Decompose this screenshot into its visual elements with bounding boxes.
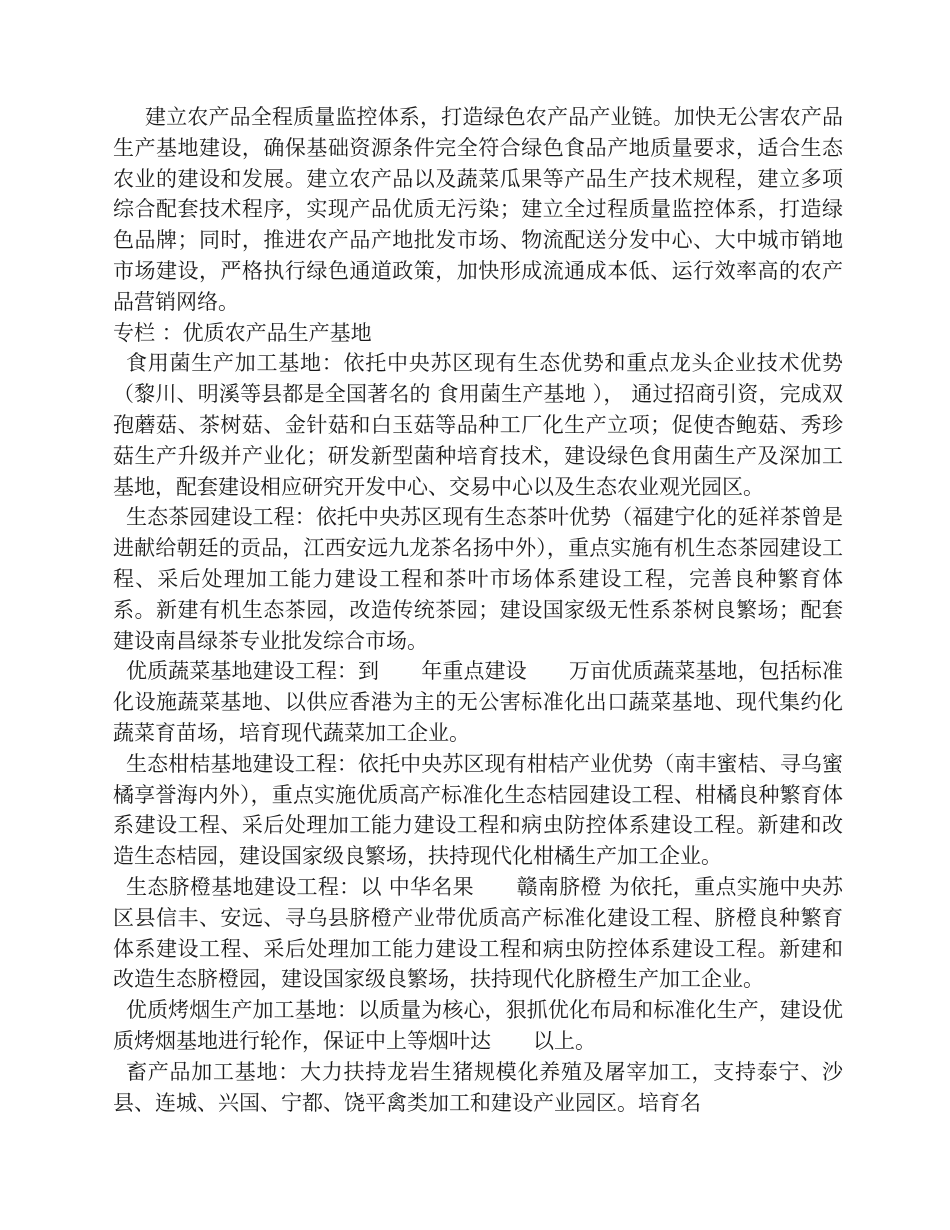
item-vegetable-base: 优质蔬菜基地建设工程：到 年重点建设 万亩优质蔬菜基地，包括标准化设施蔬菜基地、以供应香港为主的无公害标准化出口蔬菜基地、现代集约化蔬菜育苗场，培育现代蔬菜加工企业。 — [113, 659, 843, 745]
item-tea-garden: 生态茶园建设工程：依托中央苏区现有生态茶叶优势（福建宁化的延祥茶曾是进献给朝廷的贡品，江西安远九龙茶名扬中外），重点实施有机生态茶园建设工程、采后处理加工能力建设工程和茶叶市场体系建设工程，完善良种繁育体系。新建有机生态茶园，改造传统茶园；建设国家级无性系茶树良繁场；配套建设南昌绿茶专业批发综合市场。 — [113, 505, 843, 653]
item-tobacco-base: 优质烤烟生产加工基地：以质量为核心，狠抓优化布局和标准化生产，建设优质烤烟基地进行轮作，保证中上等烟叶达 以上。 — [113, 998, 843, 1053]
document-body — [113, 102, 843, 1118]
item-livestock-base: 畜产品加工基地：大力扶持龙岩生猪规模化养殖及屠宰加工，支持泰宁、沙县、连城、兴国、宁都、饶平禽类加工和建设产业园区。培育名 — [113, 1059, 843, 1115]
item-navel-orange-base: 生态脐橙基地建设工程：以 中华名果 赣南脐橙 为依托，重点实施中央苏区县信丰、安远、寻乌县脐橙产业带优质高产标准化建设工程、脐橙良种繁育体系建设工程、采后处理加工能力建设工程和病虫防控体系建设工程。新建和改造生态脐橙园，建设国家级良繁场，扶持现代化脐橙生产加工企业。 — [113, 874, 843, 992]
item-citrus-base: 生态柑桔基地建设工程：依托中央苏区现有柑桔产业优势（南丰蜜桔、寻乌蜜橘享誉海内外），重点实施优质高产标准化生态桔园建设工程、柑橘良种繁育体系建设工程、采后处理加工能力建设工程和病虫防控体系建设工程。新建和改造生态桔园，建设国家级良繁场，扶持现代化柑橘生产加工企业。 — [113, 751, 843, 869]
intro-paragraph: 建立农产品全程质量监控体系，打造绿色农产品产业链。加快无公害农产品生产基地建设，确保基础资源条件完全符合绿色食品产地质量要求，适合生态农业的建设和发展。建立农产品以及蔬菜瓜果等产品生产技术规程，建立多项综合配套技术程序，实现产品优质无污染；建立全过程质量监控体系，打造绿色品牌；同时，推进农产品产地批发市场、物流配送分发中心、大中城市销地市场建设，严格执行绿色通道政策，加快形成流通成本低、运行效率高的农产品营销网络。 — [113, 105, 843, 314]
item-edible-fungi: 食用菌生产加工基地：依托中央苏区现有生态优势和重点龙头企业技术优势（黎川、明溪等县都是全国著名的 食用菌生产基地 ）， 通过招商引资，完成双孢蘑菇、茶树菇、金针菇和白玉菇等品种工厂化生产立项；促使杏鲍菇、秀珍菇生产升级并产业化；研发新型菌种培育技术，建设绿色食用菌生产及深加工基地，配套建设相应研究开发中心、交易中心以及生态农业观光园区。 — [113, 351, 843, 499]
column-title: 专栏 ：优质农产品生产基地 — [113, 320, 372, 345]
